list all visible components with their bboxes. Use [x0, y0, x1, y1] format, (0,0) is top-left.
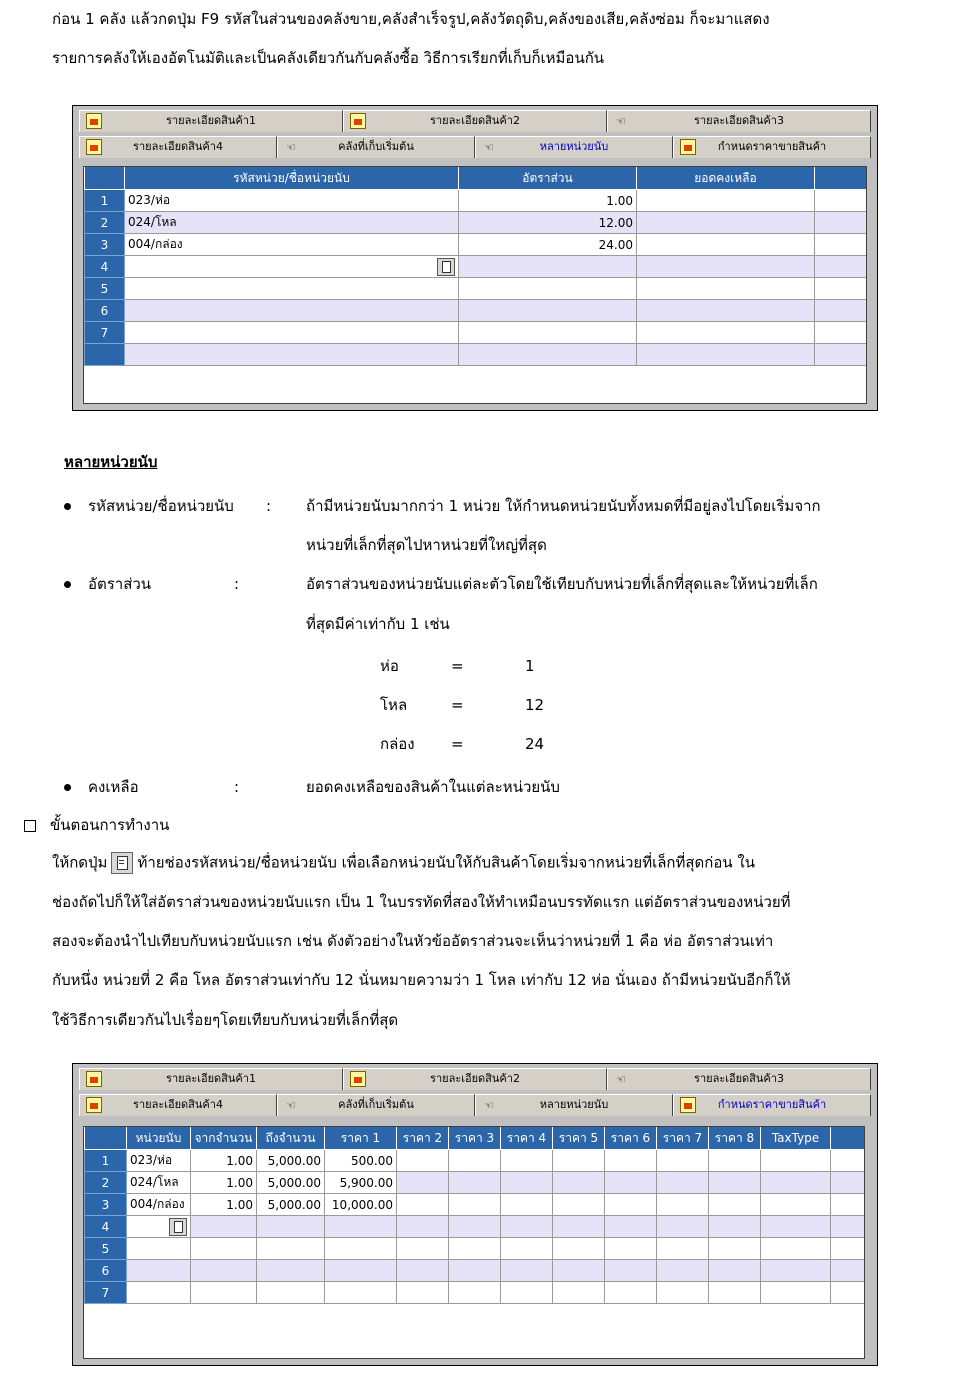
lookup-button-icon[interactable] [437, 258, 455, 276]
column-header-tax-type: TaxType [761, 1127, 831, 1150]
ratio-cell[interactable] [459, 300, 637, 322]
example-equals: = [451, 657, 464, 675]
balance-cell [637, 212, 815, 234]
unit-cell[interactable]: 004/กล่อง [127, 1194, 191, 1216]
tab-default-warehouse[interactable]: ☜ คลังที่เก็บเริ่มต้น [277, 136, 475, 158]
to-qty-cell[interactable]: 5,000.00 [257, 1150, 325, 1172]
example-unit: กล่อง [380, 735, 415, 753]
checkbox-bullet-icon [24, 820, 36, 832]
tab-product-details-4[interactable]: รายละเอียดสินค้า4 [79, 1094, 277, 1116]
column-header-unit: รหัสหน่วย/ชื่อหน่วยนับ [125, 167, 459, 190]
tab-row-bottom [79, 136, 871, 158]
bullet-colon: : [266, 497, 272, 515]
row-number: 4 [85, 256, 125, 278]
column-header-price-8: ราคา 8 [709, 1127, 761, 1150]
unit-cell[interactable] [127, 1216, 191, 1238]
row-number: 2 [85, 1172, 127, 1194]
column-header-from-qty: จากจำนวน [191, 1127, 257, 1150]
procedure-line-1: ให้กดปุ่ม ท้ายช่องรหัสหน่วย/ชื่อหน่วยนับ เพื่อเลือกหน่วยนับให้กับสินค้าโดยเริ่มจากหน่วยที่เล็กที่สุดก่อน ใน [52, 852, 755, 874]
bullet-text-balance: ยอดคงเหลือของสินค้าในแต่ละหน่วยนับ [306, 778, 560, 796]
unit-cell[interactable]: 023/ห่อ [127, 1150, 191, 1172]
table-row [85, 234, 868, 256]
ratio-cell[interactable] [459, 278, 637, 300]
example-equals: = [451, 696, 464, 714]
column-header-unit: หน่วยนับ [127, 1127, 191, 1150]
row-number: 7 [85, 322, 125, 344]
column-header-price-1: ราคา 1 [325, 1127, 397, 1150]
tab-row-top [79, 110, 871, 132]
row-number: 1 [85, 190, 125, 212]
column-header-price-5: ราคา 5 [553, 1127, 605, 1150]
tab-product-details-2[interactable]: รายละเอียดสินค้า2 [343, 1068, 607, 1090]
hand-pointer-icon: ☜ [484, 1099, 494, 1112]
bullet-text-unit-2: หน่วยที่เล็กที่สุดไปหาหน่วยที่ใหญ่ที่สุด [306, 536, 547, 554]
procedure-line-2: ช่องถัดไปก็ให้ใส่อัตราส่วนของหน่วยนับแรก เป็น 1 ในบรรทัดที่สองให้ทำเหมือนบรรทัดแรก แต่อัตราส่วนของหน่วยที่ [52, 893, 791, 911]
price-screenshot-panel [72, 1063, 878, 1366]
row-number: 6 [85, 300, 125, 322]
column-header-spacer [831, 1127, 866, 1150]
column-header-price-3: ราคา 3 [449, 1127, 501, 1150]
row-number: 5 [85, 1238, 127, 1260]
row-number: 4 [85, 1216, 127, 1238]
column-header-price-4: ราคา 4 [501, 1127, 553, 1150]
tab-row-bottom [79, 1094, 871, 1116]
column-header-balance: ยอดคงเหลือ [637, 167, 815, 190]
unit-grid [83, 166, 867, 404]
to-qty-cell[interactable]: 5,000.00 [257, 1172, 325, 1194]
unit-cell[interactable]: 024/โหล [125, 212, 459, 234]
unit-cell[interactable] [125, 278, 459, 300]
price-1-cell[interactable]: 500.00 [325, 1150, 397, 1172]
from-qty-cell[interactable]: 1.00 [191, 1172, 257, 1194]
from-qty-cell[interactable]: 1.00 [191, 1194, 257, 1216]
price-grid [83, 1126, 865, 1359]
balance-cell [637, 234, 815, 256]
table-row [85, 1172, 866, 1194]
balance-cell [637, 256, 815, 278]
tab-multi-unit[interactable]: ☜ หลายหน่วยนับ [475, 136, 673, 158]
row-number: 5 [85, 278, 125, 300]
tab-product-details-2[interactable]: รายละเอียดสินค้า2 [343, 110, 607, 132]
intro-line-2: รายการคลังให้เองอัตโนมัติและเป็นคลังเดียวกันกับคลังซื้อ วิธีการเรียกที่เก็บก็เหมือนกัน [52, 49, 605, 67]
unit-screenshot-panel [72, 105, 878, 411]
bullet-dot [64, 784, 71, 791]
table-row [85, 300, 868, 322]
intro-line-1: ก่อน 1 คลัง แล้วกดปุ่ม F9 รหัสในส่วนของคลังขาย,คลังสำเร็จรูป,คลังวัตถุดิบ,คลังของเสีย,คลังซ่อม ก็จะมาแสดง [52, 10, 770, 28]
column-header-to-qty: ถึงจำนวน [257, 1127, 325, 1150]
section-heading: หลายหน่วยนับ [64, 453, 158, 471]
table-row [85, 190, 868, 212]
hand-pointer-icon: ☜ [616, 1073, 626, 1086]
table-row [85, 278, 868, 300]
table-row [85, 212, 868, 234]
table-row [85, 1216, 866, 1238]
bullet-dot [64, 581, 71, 588]
column-header-ratio: อัตราส่วน [459, 167, 637, 190]
bullet-text-unit-1: ถ้ามีหน่วยนับมากกว่า 1 หน่วย ให้กำหนดหน่วยนับทั้งหมดที่มีอยู่ลงไปโดยเริ่มจาก [306, 497, 821, 515]
bullet-text-ratio-1: อัตราส่วนของหน่วยนับแต่ละตัวโดยใช้เทียบกับหน่วยที่เล็กที่สุดและให้หน่วยที่เล็ก [306, 575, 818, 593]
table-row [85, 1282, 866, 1304]
from-qty-cell[interactable]: 1.00 [191, 1150, 257, 1172]
bullet-label-ratio: อัตราส่วน [88, 575, 152, 593]
row-number: 3 [85, 1194, 127, 1216]
tab-sale-price[interactable]: กำหนดราคาขายสินค้า [673, 1094, 871, 1116]
procedure-line-4: กับหนึ่ง หน่วยที่ 2 คือ โหล อัตราส่วนเท่ากับ 12 นั่นหมายความว่า 1 โหล เท่ากับ 12 ห่อ นั่นเอง ถ้ามีหน่วยนับอีกก็ให้ [52, 971, 791, 989]
example-value: 12 [525, 696, 545, 714]
lookup-button-icon [111, 852, 133, 874]
table-row [85, 344, 868, 366]
bullet-colon: : [234, 778, 240, 796]
balance-cell [637, 190, 815, 212]
ratio-cell[interactable]: 1.00 [459, 190, 637, 212]
procedure-title: ขั้นตอนการทำงาน [50, 816, 170, 834]
example-equals: = [451, 735, 464, 753]
table-row [85, 322, 868, 344]
unit-cell[interactable] [125, 256, 459, 278]
procedure-line-3: สองจะต้องนำไปเทียบกับหน่วยนับแรก เช่น ดังตัวอย่างในหัวข้ออัตราส่วนจะเห็นว่าหน่วยที่ 1 คือ ห่อ อัตราส่วนเท่า [52, 932, 774, 950]
column-header-spacer [815, 167, 868, 190]
example-value: 24 [525, 735, 545, 753]
lookup-button-icon[interactable] [169, 1218, 187, 1236]
bullet-dot [64, 503, 71, 510]
price-1-cell[interactable]: 5,900.00 [325, 1172, 397, 1194]
tab-product-details-1[interactable]: รายละเอียดสินค้า1 [79, 110, 343, 132]
unit-cell[interactable]: 023/ห่อ [125, 190, 459, 212]
row-number: 3 [85, 234, 125, 256]
ratio-cell[interactable] [459, 322, 637, 344]
tab-row-top [79, 1068, 871, 1090]
price-1-cell[interactable]: 10,000.00 [325, 1194, 397, 1216]
tab-default-warehouse[interactable]: ☜ คลังที่เก็บเริ่มต้น [277, 1094, 475, 1116]
hand-pointer-icon: ☜ [286, 141, 296, 154]
table-row [85, 1194, 866, 1216]
column-header-price-7: ราคา 7 [657, 1127, 709, 1150]
example-unit: โหล [380, 696, 408, 714]
tab-product-details-3[interactable]: ☜ รายละเอียดสินค้า3 [607, 1068, 871, 1090]
table-row [85, 1238, 866, 1260]
row-number-header [85, 167, 125, 190]
tab-product-details-4[interactable]: รายละเอียดสินค้า4 [79, 136, 277, 158]
unit-cell[interactable]: 004/กล่อง [125, 234, 459, 256]
bullet-label-unit: รหัสหน่วย/ชื่อหน่วยนับ [88, 497, 234, 515]
row-number-header [85, 1127, 127, 1150]
to-qty-cell[interactable]: 5,000.00 [257, 1194, 325, 1216]
unit-cell[interactable] [125, 322, 459, 344]
column-header-price-2: ราคา 2 [397, 1127, 449, 1150]
bullet-colon: : [234, 575, 240, 593]
procedure-line-5: ใช้วิธีการเดียวกันไปเรื่อยๆโดยเทียบกับหน่วยที่เล็กที่สุด [52, 1011, 399, 1029]
row-number: 2 [85, 212, 125, 234]
hand-pointer-icon: ☜ [484, 141, 494, 154]
bullet-text-ratio-2: ที่สุดมีค่าเท่ากับ 1 เช่น [306, 615, 450, 633]
table-row [85, 256, 868, 278]
ratio-cell[interactable]: 24.00 [459, 234, 637, 256]
bullet-label-balance: คงเหลือ [88, 778, 139, 796]
ratio-cell[interactable] [459, 256, 637, 278]
ratio-cell[interactable]: 12.00 [459, 212, 637, 234]
row-number: 6 [85, 1260, 127, 1282]
tab-product-details-3[interactable]: ☜ รายละเอียดสินค้า3 [607, 110, 871, 132]
unit-cell[interactable] [125, 300, 459, 322]
example-value: 1 [525, 657, 535, 675]
table-row [85, 1260, 866, 1282]
hand-pointer-icon: ☜ [616, 115, 626, 128]
unit-cell[interactable]: 024/โหล [127, 1172, 191, 1194]
tab-product-details-1[interactable]: รายละเอียดสินค้า1 [79, 1068, 343, 1090]
tab-multi-unit[interactable]: ☜ หลายหน่วยนับ [475, 1094, 673, 1116]
table-row [85, 1150, 866, 1172]
example-unit: ห่อ [380, 657, 399, 675]
row-number: 1 [85, 1150, 127, 1172]
tab-sale-price[interactable]: กำหนดราคาขายสินค้า [673, 136, 871, 158]
row-number: 7 [85, 1282, 127, 1304]
column-header-price-6: ราคา 6 [605, 1127, 657, 1150]
hand-pointer-icon: ☜ [286, 1099, 296, 1112]
